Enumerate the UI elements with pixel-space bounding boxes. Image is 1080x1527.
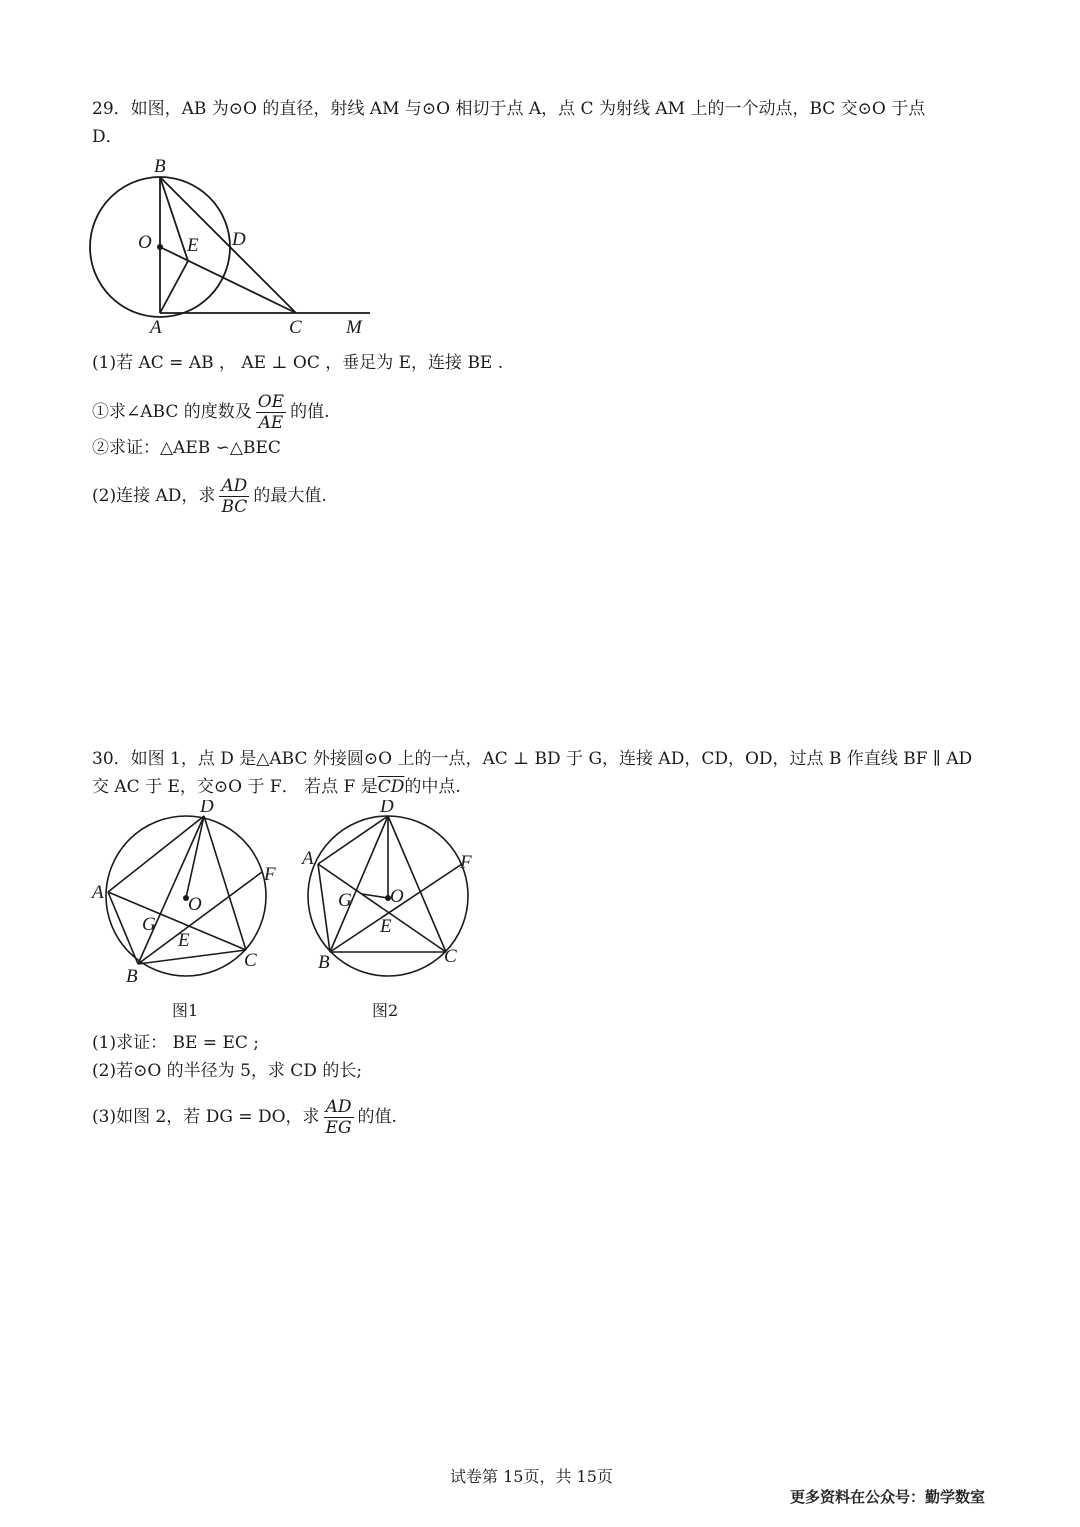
q29-line-ae bbox=[160, 261, 188, 313]
q29-label-c: C bbox=[289, 317, 302, 338]
q30-figure1 bbox=[86, 800, 286, 990]
q30-fig2-caption: 图2 bbox=[372, 1001, 399, 1020]
q29-center-dot bbox=[157, 244, 163, 250]
q29-line-bc bbox=[160, 177, 296, 313]
q30-fig1-caption: 图1 bbox=[172, 1001, 199, 1020]
q29-part1a bbox=[92, 392, 330, 433]
q29-label-e: E bbox=[187, 235, 199, 256]
q30-stem-line1: 30．如图 1，点 D 是△ABC 外接圆⊙O 上的一点，AC ⊥ BD 于 G，连接 AD，CD，OD，过点 B 作直线 BF ∥ AD bbox=[92, 749, 973, 769]
q29-part2-den: BC bbox=[221, 497, 248, 517]
q30-part3 bbox=[92, 1097, 397, 1138]
q30-fig2-label-b: B bbox=[318, 952, 330, 973]
q30-fig2-label-d: D bbox=[380, 800, 394, 817]
q29-stem-line1: 29．如图，AB 为⊙O 的直径，射线 AM 与⊙O 相切于点 A，点 C 为射线 AM 上的一个动点，BC 交⊙O 于点 bbox=[92, 99, 926, 119]
q29-line-oc bbox=[160, 247, 296, 313]
q30-figure2 bbox=[296, 800, 486, 980]
q30-part2: (2)若⊙O 的半径为 5，求 CD 的长; bbox=[92, 1061, 363, 1081]
q30-stem-line2-pre: 交 AC 于 E，交⊙O 于 F． 若点 F 是 bbox=[92, 777, 378, 797]
q29-label-d: D bbox=[232, 229, 246, 250]
q29-part2 bbox=[92, 476, 327, 517]
q30-part3-num: AD bbox=[324, 1097, 354, 1118]
q29-part1b: ②求证：△AEB ∽△BEC bbox=[92, 438, 281, 458]
q30-fig1-label-f: F bbox=[264, 864, 276, 885]
q29-label-b: B bbox=[154, 156, 166, 177]
q29-frac-den: AE bbox=[258, 413, 284, 433]
q29-label-o: O bbox=[138, 232, 152, 253]
q29-frac-num: OE bbox=[257, 392, 285, 412]
q29-fraction-oe-ae bbox=[256, 392, 286, 433]
q30-part3-pre: (3)如图 2，若 DG = DO，求 bbox=[92, 1107, 320, 1127]
q29-part2-post: 的最大值. bbox=[253, 486, 327, 506]
q29-figure bbox=[82, 155, 382, 340]
q30-fig1-label-c: C bbox=[244, 950, 257, 971]
q30-part3-post: 的值. bbox=[357, 1107, 397, 1127]
q29-part2-num: AD bbox=[221, 476, 248, 496]
q29-stem-line2: D． bbox=[92, 127, 123, 147]
q30-fig2-label-c: C bbox=[444, 946, 457, 967]
q30-fig1-label-a: A bbox=[92, 882, 104, 903]
q30-fig1-label-b: B bbox=[126, 966, 138, 987]
q30-fig2-label-a: A bbox=[302, 848, 314, 869]
q30-stem-line2-post: 的中点. bbox=[404, 777, 461, 797]
q30-arc-cd: $\overline{CD}$ bbox=[377, 777, 405, 797]
q30-fig2-label-e: E bbox=[380, 916, 392, 937]
q30-stem-line2 bbox=[92, 774, 461, 800]
q30-fig1-label-g: G bbox=[142, 914, 156, 935]
q30-fig2-label-f: F bbox=[460, 852, 472, 873]
q30-fig1-label-d: D bbox=[200, 800, 214, 817]
q29-label-m: M bbox=[346, 317, 362, 338]
q30-part1: (1)求证： BE = EC ; bbox=[92, 1033, 259, 1053]
q29-part1a-pre: ①求∠ABC 的度数及 bbox=[92, 402, 252, 422]
q30-fig1-label-e: E bbox=[178, 930, 190, 951]
q30-fig2-label-g: G bbox=[338, 890, 352, 911]
q29-part1: (1)若 AC = AB ， AE ⊥ OC ，垂足为 E，连接 BE . bbox=[92, 353, 504, 373]
q29-part1a-post: 的值. bbox=[290, 402, 330, 422]
q30-fig2-label-o: O bbox=[390, 886, 404, 907]
page-footer: 试卷第 15页，共 15页 bbox=[450, 1467, 613, 1486]
q29-part2-pre: (2)连接 AD，求 bbox=[92, 486, 216, 506]
q30-fig1-bd bbox=[138, 816, 204, 964]
q30-part3-den: EG bbox=[325, 1118, 352, 1138]
q29-label-a: A bbox=[150, 317, 162, 338]
q30-fraction-ad-eg bbox=[324, 1097, 354, 1138]
q29-fraction-ad-bc bbox=[219, 476, 249, 517]
watermark-text: 更多资料在公众号：勤学数室 bbox=[790, 1488, 986, 1506]
q30-fig1-label-o: O bbox=[188, 894, 202, 915]
